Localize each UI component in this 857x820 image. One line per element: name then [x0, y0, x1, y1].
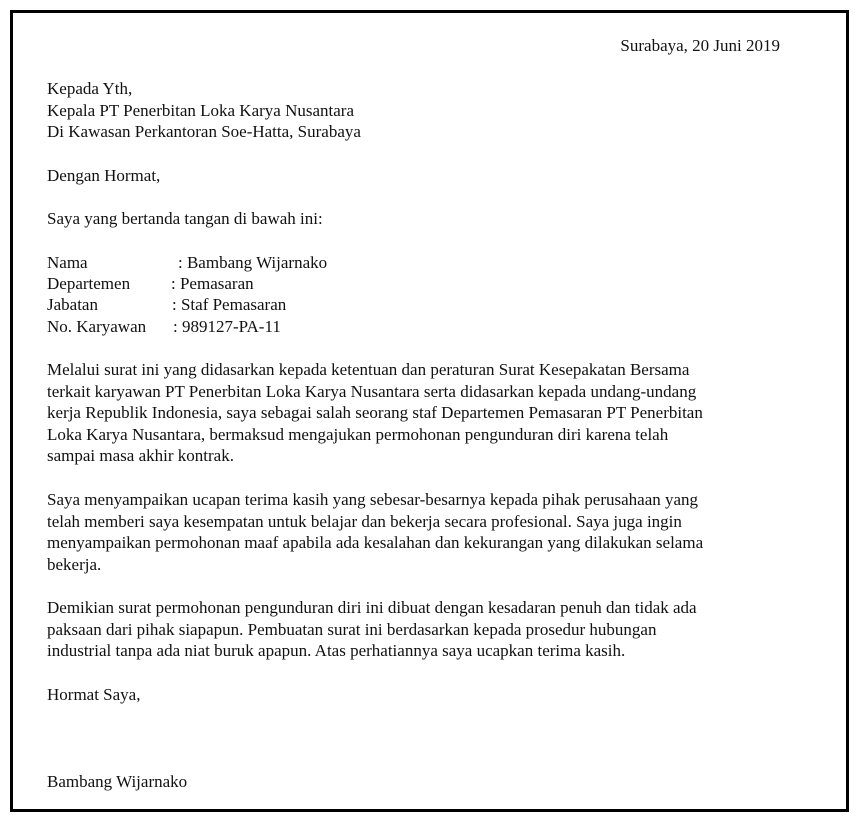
recipient-line: Kepada Yth, [47, 79, 133, 98]
paragraph-line: kerja Republik Indonesia, saya sebagai salah seorang staf Departemen Pemasaran PT Penerbitan [47, 403, 703, 422]
paragraph-line: telah memberi saya kesempatan untuk belajar dan bekerja secara profesional. Saya juga ingin [47, 511, 682, 531]
intro-line: Saya yang bertanda tangan di bawah ini: [47, 209, 323, 228]
signature-name: Bambang Wijarnako [47, 772, 188, 791]
field-value: : Pemasaran [171, 274, 254, 293]
paragraph-line: sampai masa akhir kontrak. [47, 446, 234, 465]
paragraph-1 [47, 359, 807, 467]
letter-frame [10, 10, 849, 812]
paragraph-line: Demikian surat permohonan pengunduran diri ini dibuat dengan kesadaran penuh dan tidak ada [47, 598, 697, 617]
paragraph-line: paksaan dari pihak siapapun. Pembuatan surat ini berdasarkan kepada prosedur hubungan [47, 619, 657, 639]
field-nama [47, 252, 328, 273]
field-departemen [47, 273, 254, 294]
field-value: : 989127-PA-11 [173, 317, 281, 336]
field-jabatan [47, 294, 287, 315]
paragraph-line: Loka Karya Nusantara, bermaksud mengajukan permohonan pengunduran diri karena telah [47, 424, 669, 444]
field-value: : Staf Pemasaran [172, 295, 287, 314]
recipient-line: Kepala PT Penerbitan Loka Karya Nusantara [47, 100, 354, 120]
paragraph-line: Saya menyampaikan ucapan terima kasih yang sebesar-besarnya kepada pihak perusahaan yang [47, 490, 699, 509]
paragraph-line: Melalui surat ini yang didasarkan kepada ketentuan dan peraturan Surat Kesepakatan Bersama [47, 360, 690, 379]
field-no-karyawan [47, 316, 281, 337]
paragraph-line: terkait karyawan PT Penerbitan Loka Karya Nusantara serta didasarkan kepada undang-undang [47, 381, 697, 401]
paragraph-3 [47, 597, 807, 662]
field-label: Departemen [47, 274, 131, 293]
field-label: No. Karyawan [47, 317, 147, 336]
greeting: Dengan Hormat, [47, 166, 161, 185]
paragraph-2 [47, 489, 807, 575]
letter-date: Surabaya, 20 Juni 2019 [620, 36, 780, 55]
recipient-block [47, 78, 807, 143]
field-label: Jabatan [47, 295, 98, 314]
paragraph-line: menyampaikan permohonan maaf apabila ada kesalahan dan kekurangan yang dilakukan selama [47, 533, 704, 552]
field-label: Nama [47, 253, 88, 272]
field-value: : Bambang Wijarnako [178, 253, 328, 272]
paragraph-line: industrial tanpa ada niat buruk apapun. Atas perhatiannya saya ucapkan terima kasih. [47, 641, 626, 660]
closing: Hormat Saya, [47, 685, 141, 704]
paragraph-line: bekerja. [47, 554, 102, 574]
recipient-line: Di Kawasan Perkantoran Soe-Hatta, Surabaya [47, 122, 361, 141]
